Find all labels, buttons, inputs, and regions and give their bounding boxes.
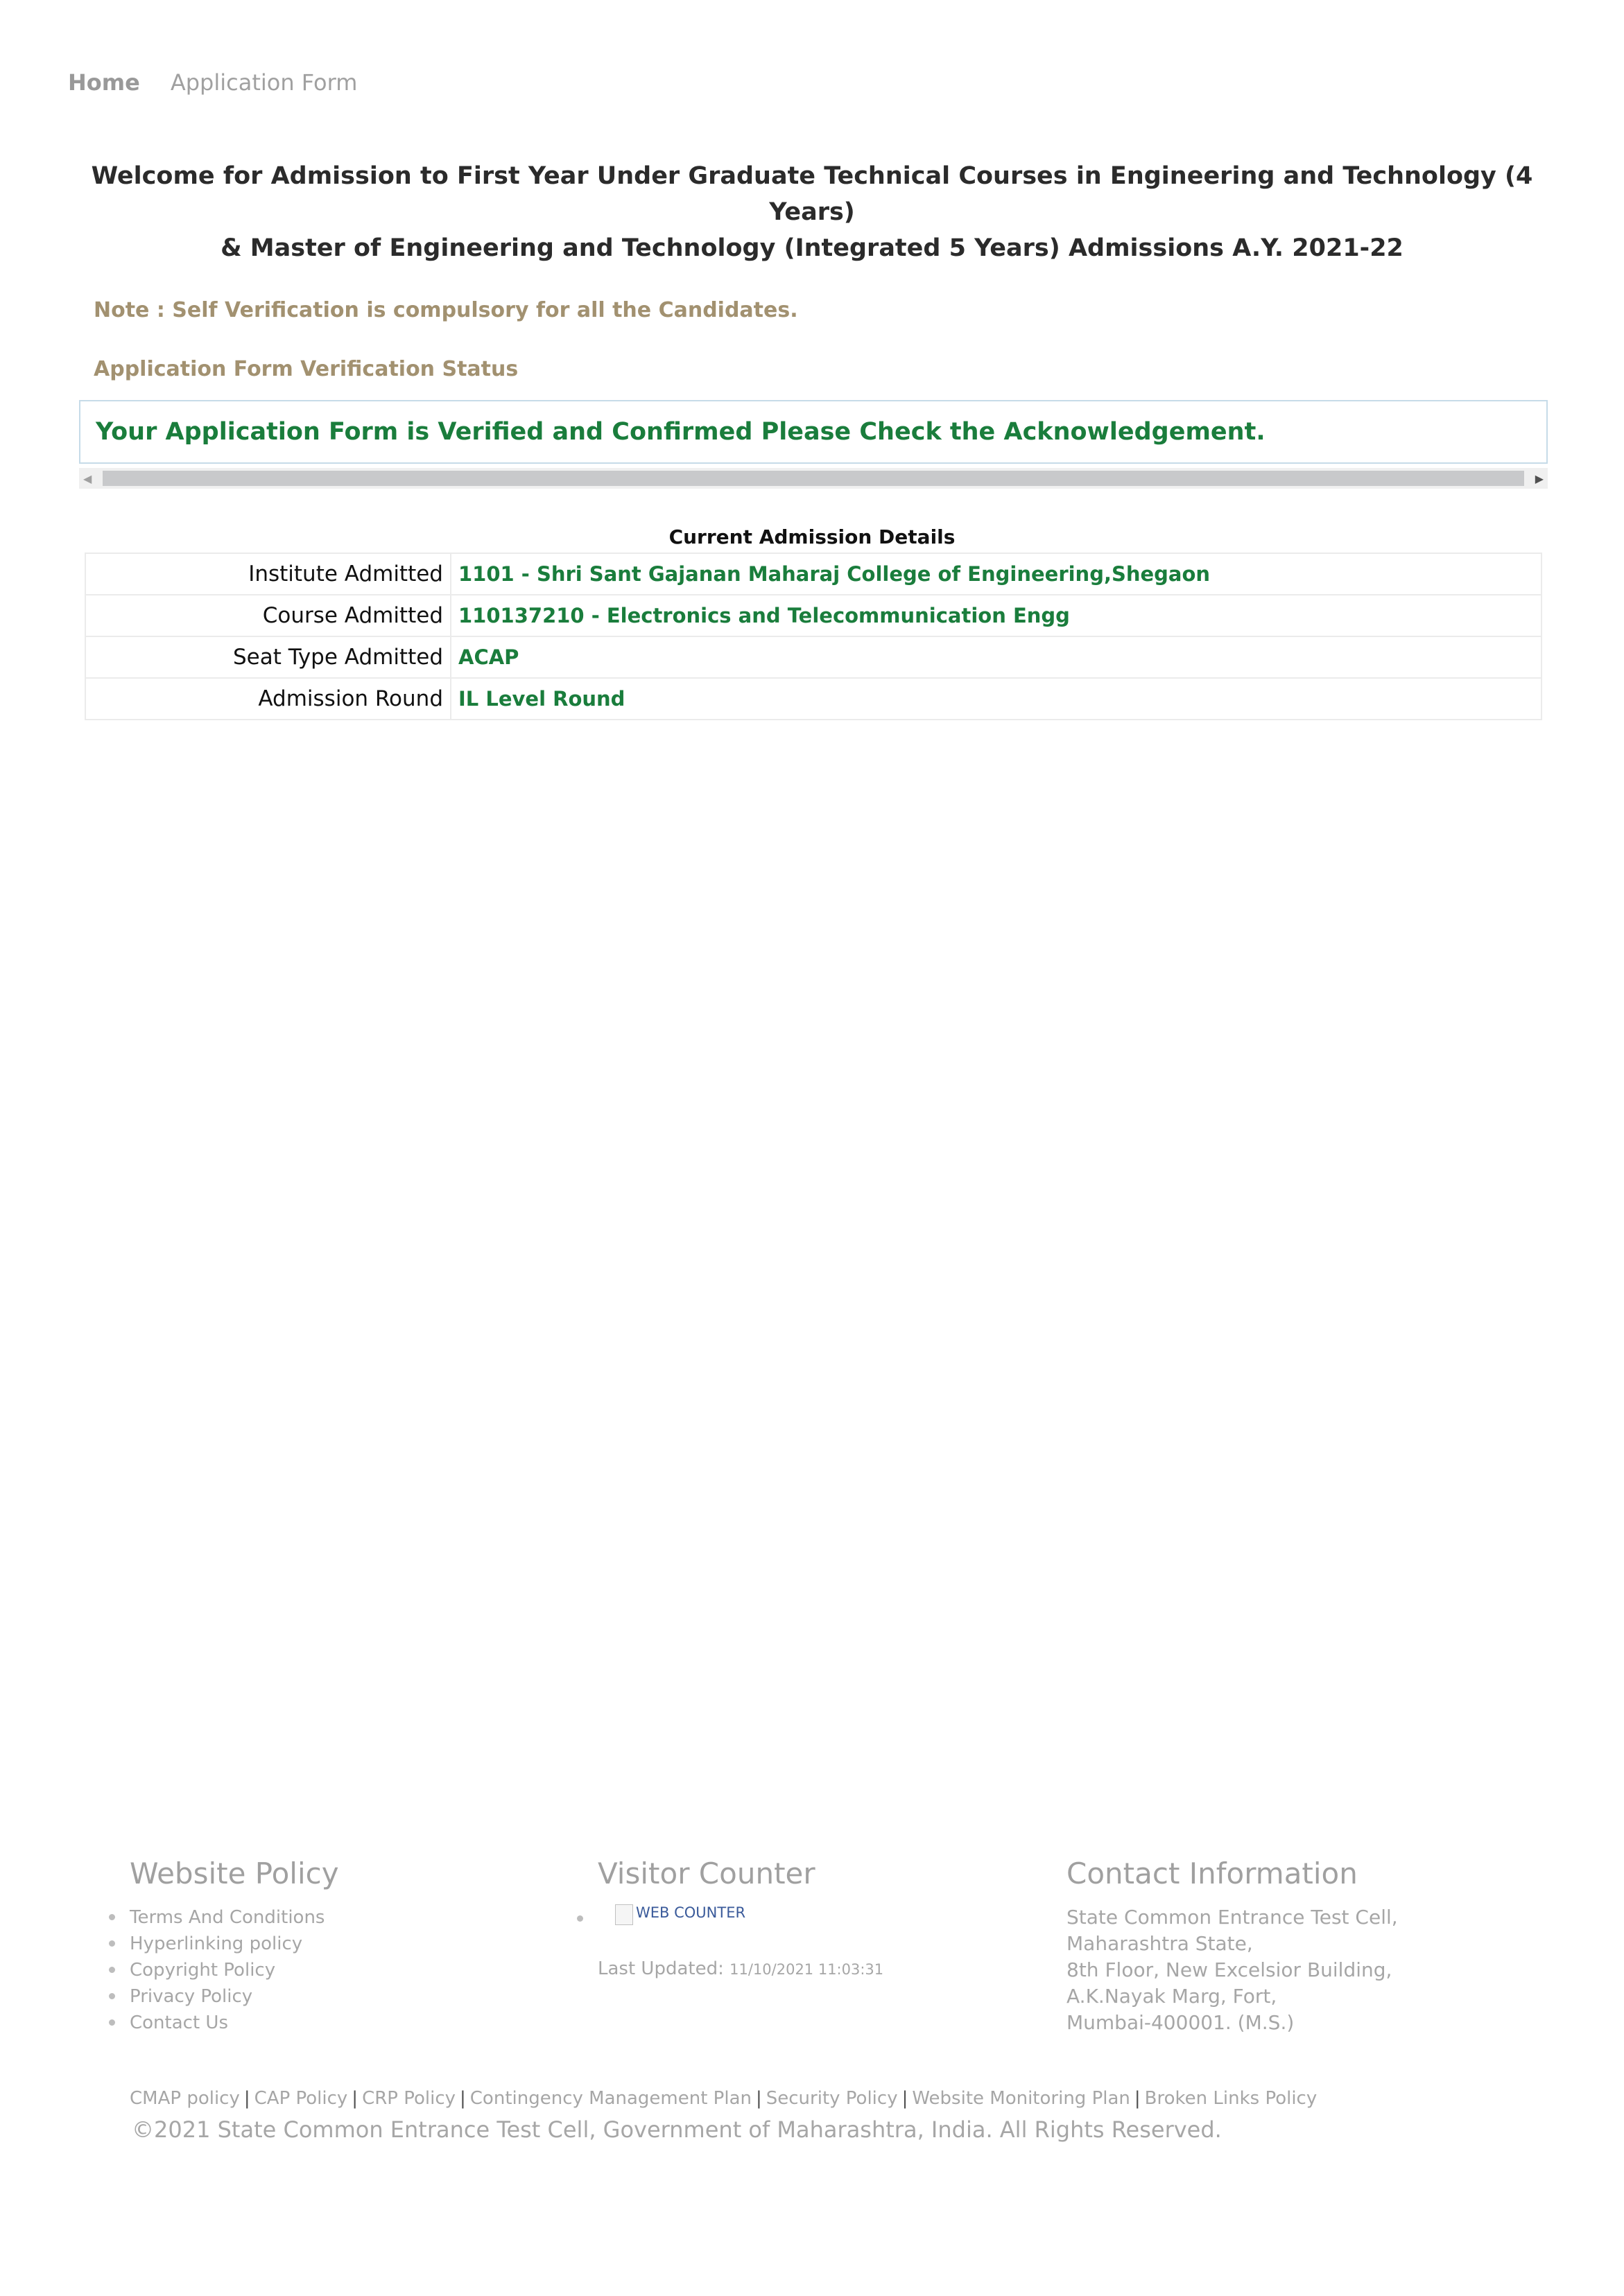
breadcrumb-home-link[interactable]: Home — [68, 69, 140, 96]
last-updated-label: Last Updated: — [598, 1958, 730, 1979]
terms-and-conditions-link[interactable]: Terms And Conditions — [130, 1907, 325, 1928]
link-separator: | — [460, 2088, 466, 2109]
row-label: Institute Admitted — [85, 553, 451, 595]
last-updated — [598, 1958, 1014, 1979]
row-label: Seat Type Admitted — [85, 636, 451, 678]
link-separator: | — [756, 2088, 762, 2109]
contact-information-heading: Contact Information — [1066, 1856, 1358, 1890]
row-value: 110137210 - Electronics and Telecommunication Engg — [451, 595, 1541, 636]
privacy-policy-link[interactable]: Privacy Policy — [130, 1986, 253, 2007]
contact-address — [1066, 1904, 1517, 2036]
footer-visitor-counter — [598, 1856, 1014, 1979]
address-line: Mumbai-400001. (M.S.) — [1066, 2011, 1295, 2034]
breadcrumb-current: Application Form — [170, 69, 358, 96]
page-title-line-1: Welcome for Admission to First Year Under Graduate Technical Courses in Engineering and Technology (4 Years) — [91, 162, 1533, 226]
verification-status-heading: Application Form Verification Status — [94, 357, 519, 381]
footer-website-policy — [130, 1856, 546, 2036]
row-value: ACAP — [451, 636, 1541, 678]
page-title-line-2: & Master of Engineering and Technology (Integrated 5 Years) Admissions A.Y. 2021-22 — [221, 234, 1403, 262]
footer-bottom-links — [130, 2088, 1317, 2109]
cmap-policy-link[interactable]: CMAP policy — [130, 2088, 240, 2109]
table-row — [85, 553, 1541, 595]
copyright-text: ©2021 State Common Entrance Test Cell, Government of Maharashtra, India. All Rights Reserved. — [132, 2116, 1222, 2143]
address-line: Maharashtra State, — [1066, 1932, 1253, 1955]
web-counter-alt-text: WEB COUNTER — [636, 1904, 746, 1921]
address-line: A.K.Nayak Marg, Fort, — [1066, 1985, 1277, 2008]
breadcrumb — [68, 69, 357, 96]
row-label: Admission Round — [85, 678, 451, 720]
scroll-right-icon[interactable]: ▶ — [1535, 472, 1544, 485]
scrollbar-thumb[interactable] — [103, 471, 1524, 486]
contingency-management-plan-link[interactable]: Contingency Management Plan — [469, 2088, 752, 2109]
table-row — [85, 678, 1541, 720]
visitor-counter-item — [598, 1904, 1014, 1940]
admission-details-title: Current Admission Details — [668, 525, 956, 548]
copyright-policy-link[interactable]: Copyright Policy — [130, 1960, 276, 1981]
row-label: Course Admitted — [85, 595, 451, 636]
table-row — [85, 636, 1541, 678]
website-policy-heading: Website Policy — [130, 1856, 339, 1890]
address-line: 8th Floor, New Excelsior Building, — [1066, 1958, 1392, 1981]
web-counter-image[interactable] — [615, 1904, 745, 1925]
broken-links-policy-link[interactable]: Broken Links Policy — [1144, 2088, 1318, 2109]
page-title — [83, 158, 1541, 266]
bullet-icon — [577, 1915, 583, 1922]
broken-image-icon — [615, 1904, 633, 1925]
horizontal-scrollbar[interactable] — [79, 468, 1548, 489]
admission-details-table — [85, 553, 1542, 720]
footer-contact-information — [1066, 1856, 1517, 2036]
visitor-counter-heading: Visitor Counter — [598, 1856, 815, 1890]
scroll-left-icon[interactable]: ◀ — [83, 472, 92, 485]
link-separator: | — [352, 2088, 359, 2109]
verification-note: Note : Self Verification is compulsory for all the Candidates. — [94, 298, 798, 322]
row-value: 1101 - Shri Sant Gajanan Maharaj College of Engineering,Shegaon — [451, 553, 1541, 595]
website-monitoring-plan-link[interactable]: Website Monitoring Plan — [912, 2088, 1130, 2109]
link-separator: | — [243, 2088, 250, 2109]
link-separator: | — [901, 2088, 908, 2109]
verification-status-box — [79, 400, 1548, 464]
link-separator: | — [1134, 2088, 1141, 2109]
address-line: State Common Entrance Test Cell, — [1066, 1906, 1398, 1929]
hyperlinking-policy-link[interactable]: Hyperlinking policy — [130, 1933, 303, 1954]
crp-policy-link[interactable]: CRP Policy — [362, 2088, 456, 2109]
last-updated-timestamp: 11/10/2021 11:03:31 — [729, 1961, 884, 1978]
verification-status-message: Your Application Form is Verified and Confirmed Please Check the Acknowledgement. — [96, 418, 1265, 446]
contact-us-link[interactable]: Contact Us — [130, 2012, 228, 2033]
row-value: IL Level Round — [451, 678, 1541, 720]
website-policy-list — [130, 1904, 546, 2036]
table-row — [85, 595, 1541, 636]
security-policy-link[interactable]: Security Policy — [766, 2088, 898, 2109]
cap-policy-link[interactable]: CAP Policy — [254, 2088, 348, 2109]
